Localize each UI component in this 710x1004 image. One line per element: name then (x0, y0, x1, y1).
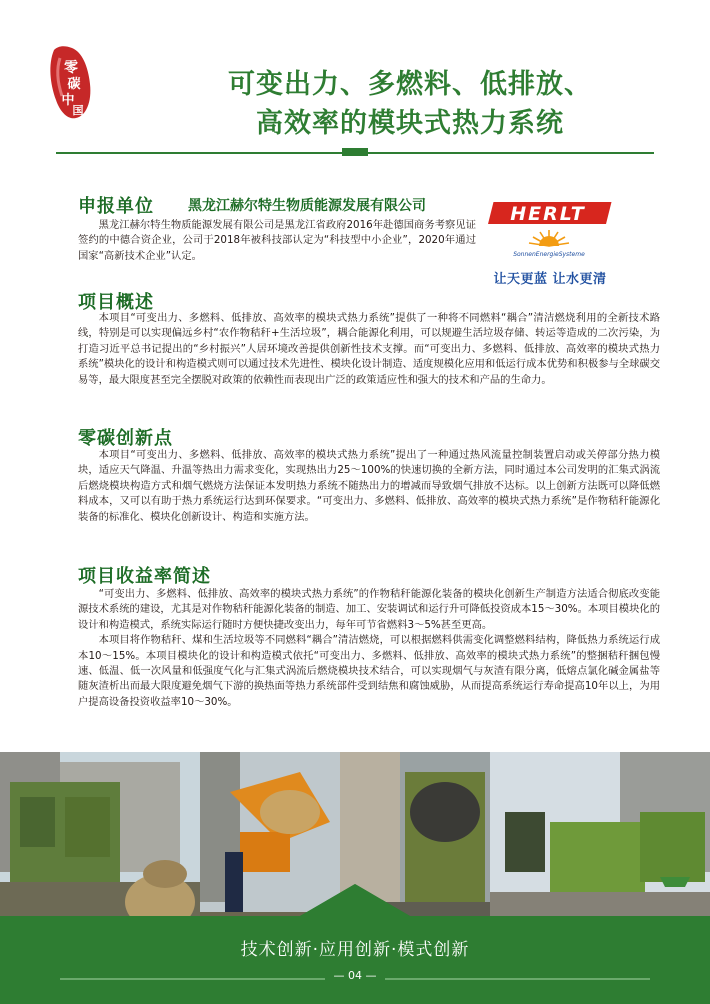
innovation-text: 本项目“可变出力、多燃料、低排放、高效率的模块式热力系统”提出了一种通过热风流量控制装置启动或关停部分热力模块，适应天气降温、升温等热出力需求变化，实现热出力25～100%的快速切换的全新方法，同时通过本公司发明的汇集式涡流后燃烧模块构造方式和烟气燃烧方法保证本发明热力系统不随热出力的增减而导致烟气排放不达标。以上创新方法既可以降低燃料成本，又可以有助于热力系统运行达到环保要求。“可变出力、多燃料、低排放、高效率的模块式热力系统”是作物秸秆能源化装备的标准化、模块化创新设计、构造和实施方法。 (78, 449, 660, 523)
returns-paragraph-2: 本项目将作物秸秆、煤和生活垃圾等不同燃料“耦合”清洁燃烧，可以根据燃料供需变化调整燃料结构，降低热力系统运行成本10～15%。本项目模块化的设计和构造模式依托“可变出力、多燃料、低排放、高效率的模块式热力系统”的整捆秸秆捆包慢速、低温、低一次风量和低强度气化与汇集式涡流后燃烧模块技术结合，可以实现烟气与灰渣有限分离，低熔点氯化碱金属盐等随灰渣析出而最大限度避免烟气下游的换热面等热力系统部件受到结焦和腐蚀威胁，从而提高系统运行寿命提高10年以上，为用户提高设备投资收益率10～30%。 (78, 634, 660, 708)
section-heading-innovation: 零碳创新点 (78, 428, 173, 449)
footer-band (0, 916, 710, 1004)
section-heading-overview: 项目概述 (78, 292, 154, 313)
svg-text:国: 国 (72, 104, 84, 117)
returns-text (78, 587, 660, 710)
applicant-company-name: 黑龙江赫尔特生物质能源发展有限公司 (188, 198, 426, 214)
applicant-description: 黑龙江赫尔特生物质能源发展有限公司是黑龙江省政府2016年赴德国商务考察见证签约的中德合资企业，公司于2018年被科技部认定为“科技型中小企业”，2020年通过国家“高新技术企业”认定。 (78, 219, 476, 262)
svg-text:HERLT: HERLT (510, 203, 586, 225)
svg-text:中: 中 (61, 93, 75, 108)
zero-carbon-china-seal-logo (46, 44, 96, 124)
svg-text:零: 零 (64, 60, 78, 76)
page-number: — 04 — (325, 969, 385, 982)
svg-text:SonnenEnergieSysteme: SonnenEnergieSysteme (513, 251, 585, 258)
header-divider-accent (342, 148, 368, 156)
returns-paragraph-1: “可变出力、多燃料、低排放、高效率的模块式热力系统”的作物秸秆能源化装备的模块化创新生产制造方法适合彻底改变能源技术系统的建设，尤其是对作物秸秆能源化装备的制造、加工、安装调试和运行升可降低投资成本15～30%。本项目模块化的设计和构造模式，系统实际运行随时方便快捷改变出力，每年可节省燃料3～5%甚至更高。 (78, 588, 660, 631)
overview-text: 本项目“可变出力、多燃料、低排放、高效率的模块式热力系统”提供了一种将不同燃料“耦合”清洁燃烧利用的全新技术路线，特别是可以实现偏远乡村“农作物秸秆+生活垃圾”，耦合能源化利用，可以规避生活垃圾存储、转运等造成的二次污染，为打造习近平总书记提出的“乡村振兴”人居环境改善提供创新性技术支撑。而“可变出力、多燃料、低排放、高效率的模块式热力系统”模块化的设计和构造模式则可以通过技术先进性、模块化设计制造、适度规模化应用和低运行成本优势和积极参与全球碳交易等，最大限度甚至完全摆脱对政策的依赖性而表现出广泛的政策适应性和强大的技术和产品的生命力。 (78, 312, 660, 386)
footer-chevron-shape (0, 880, 710, 920)
company-slogan: 让天更蓝 让水更清 (493, 272, 607, 287)
page-title-line-1: 可变出力、多燃料、低排放、 (228, 69, 592, 100)
herlt-company-logo (486, 200, 612, 260)
page-title-line-2: 高效率的模块式热力系统 (256, 108, 564, 139)
footer-slogan: 技术创新·应用创新·模式创新 (240, 940, 470, 960)
svg-text:碳: 碳 (67, 77, 81, 92)
section-heading-returns: 项目收益率简述 (78, 566, 211, 587)
section-heading-applicant: 申报单位 (78, 196, 154, 217)
